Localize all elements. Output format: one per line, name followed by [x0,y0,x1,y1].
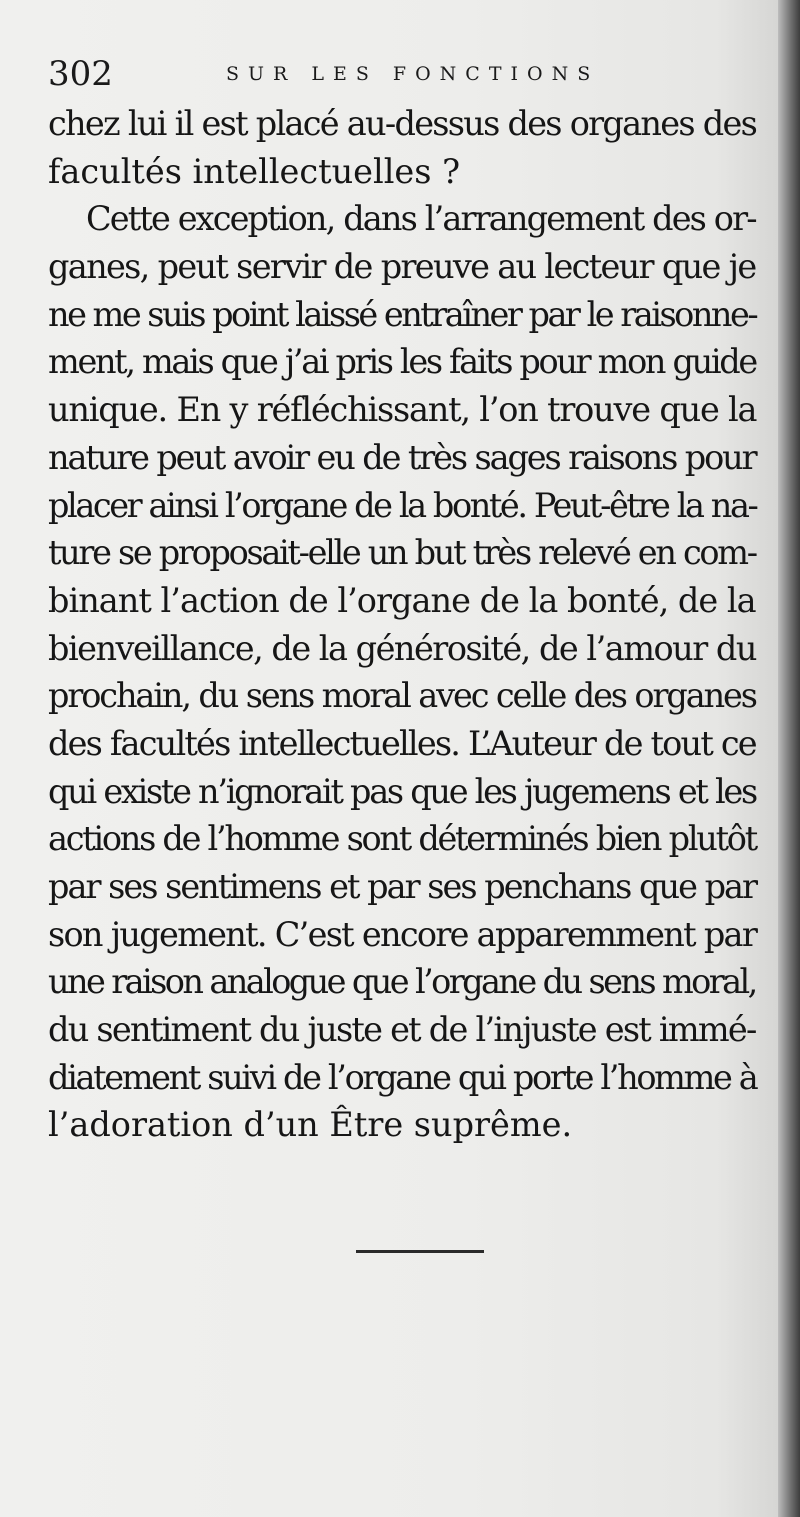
page-header [48,52,748,96]
section-divider [356,1250,484,1253]
text-line: qui existe n’ignorait pas que les jugemens et les [48,771,756,811]
text-line: son jugement. C’est encore apparemment par [48,914,757,954]
text-line: ganes, peut servir de preuve au lecteur que je [48,247,756,287]
text-line: ne me suis point laissé entraîner par le raisonne- [48,294,757,334]
text-line: une raison analogue que l’organe du sens moral, [48,962,756,1002]
text-line: du sentiment du juste et de l’injuste est immé- [48,1010,756,1050]
text-line: placer ainsi l’organe de la bonté. Peut-être la na- [48,485,757,525]
body-text [48,100,760,1149]
text-line: par ses sentimens et par ses penchans que par [48,867,757,906]
text-line: prochain, du sens moral avec celle des organes [48,676,756,716]
text-line: des facultés intellectuelles. L’Auteur de tout ce [48,723,756,763]
text-line: bienveillance, de la générosité, de l’amour du [48,628,756,668]
text-line: ture se proposait-elle un but très relevé en com- [48,533,756,573]
text-line: facultés intellectuelles ? [48,151,461,191]
book-spine-shadow [778,0,800,1517]
text-line: nature peut avoir eu de très sages raisons pour [48,437,756,477]
text-line: diatement suivi de l’organe qui porte l’homme à [48,1057,757,1097]
text-line: actions de l’homme sont déterminés bien plutôt [48,819,756,859]
page-number: 302 [48,54,113,94]
text-line: Cette exception, dans l’arrangement des or- [86,199,756,239]
text-line: binant l’action de l’organe de la bonté, de la [48,580,756,620]
text-line: chez lui il est placé au-dessus des organes des [48,104,757,143]
text-line: unique. En y réfléchissant, l’on trouve que la [48,390,757,430]
text-line: l’adoration d’un Être suprême. [48,1105,573,1145]
text-line: ment, mais que j’ai pris les faits pour mon guide [48,342,756,382]
running-head: SUR LES FONCTIONS [226,63,600,85]
